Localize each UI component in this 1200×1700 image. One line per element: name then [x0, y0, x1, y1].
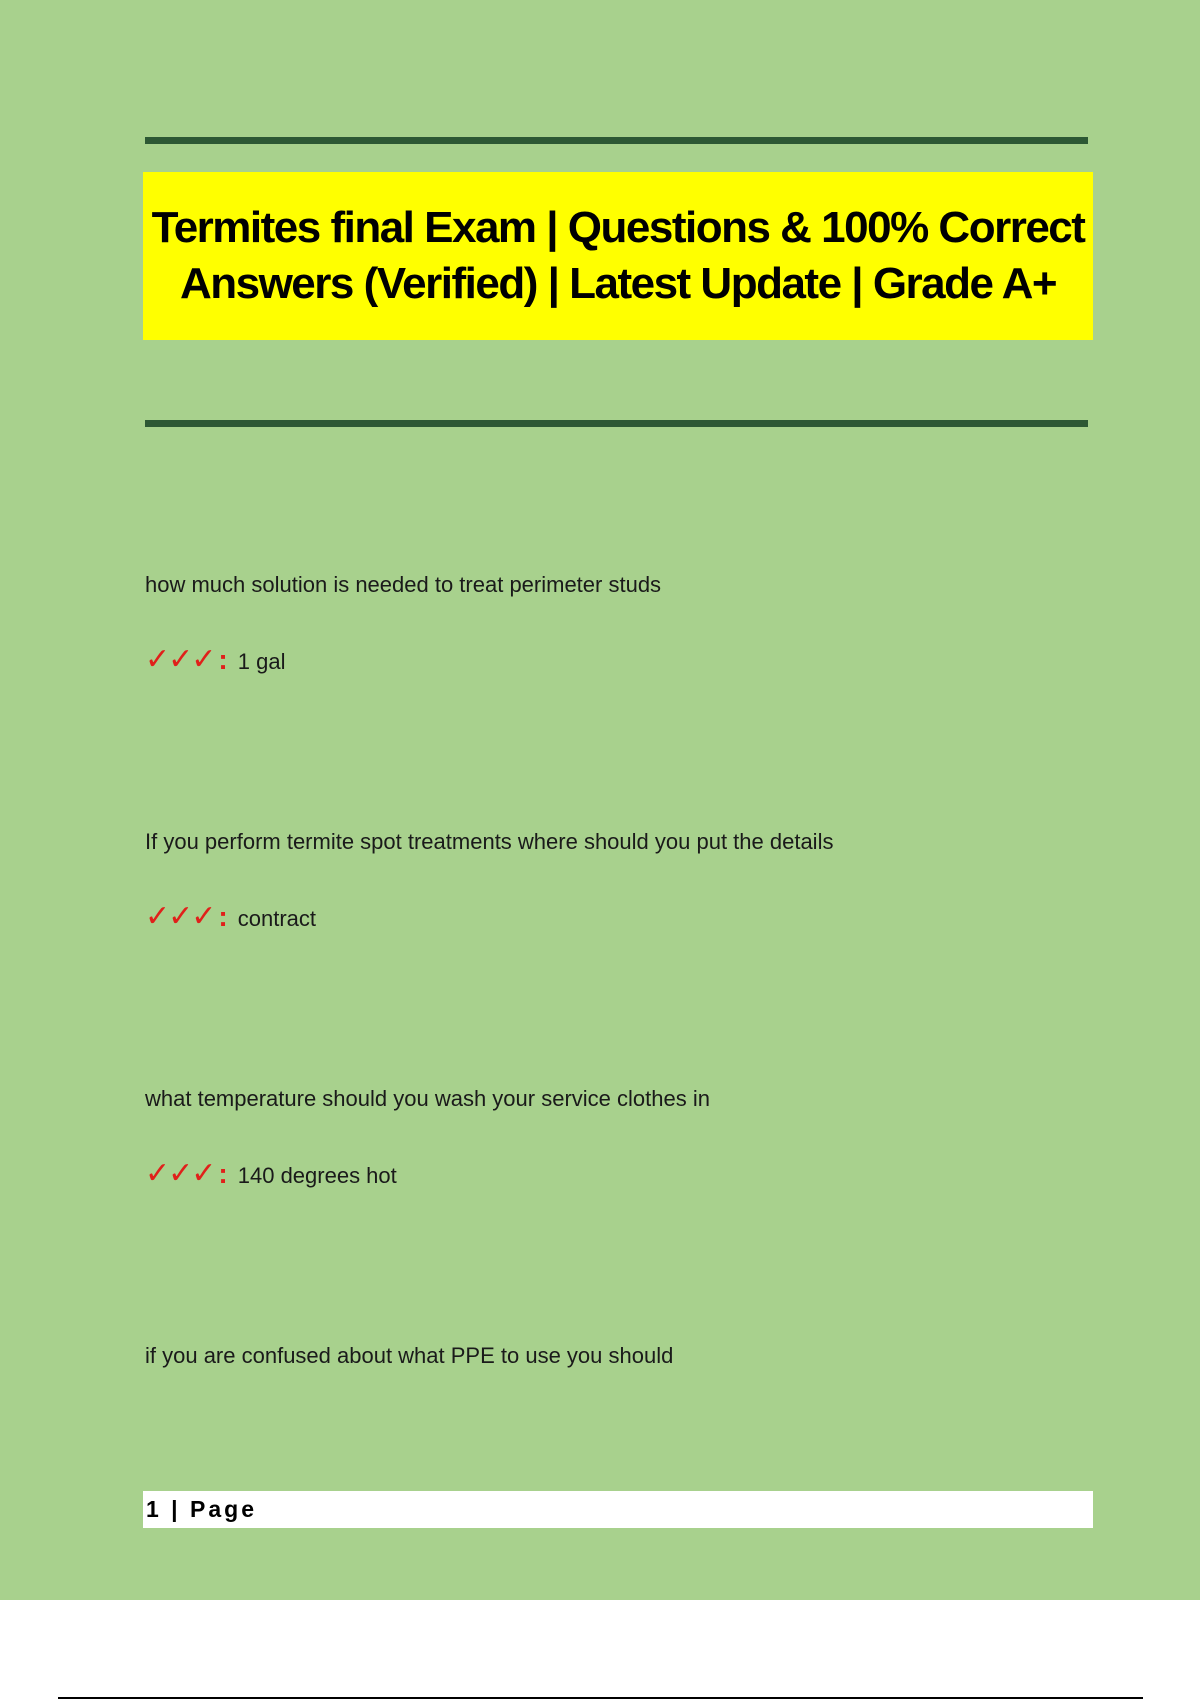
page-footer: [143, 1491, 1093, 1528]
answer-row: [145, 642, 285, 677]
answer-separator: :: [218, 644, 228, 675]
answer-separator: :: [218, 901, 228, 932]
question-text: if you are confused about what PPE to use you should: [145, 1343, 674, 1368]
document-title: Termites final Exam | Questions & 100% Correct Answers (Verified) | Latest Update | Grade A+: [151, 203, 1085, 308]
title-highlight: [143, 172, 1093, 340]
answer-row: [145, 1156, 397, 1191]
answer-separator: :: [218, 1158, 228, 1189]
answer-text: contract: [237, 906, 317, 931]
top-divider: [145, 137, 1088, 144]
page-separator-line: [58, 1697, 1143, 1699]
check-marks-icon: ✓✓✓: [145, 1156, 215, 1191]
answer-text: 140 degrees hot: [237, 1163, 397, 1188]
check-marks-icon: ✓✓✓: [145, 899, 215, 934]
check-marks-icon: ✓✓✓: [145, 642, 215, 677]
question-text: what temperature should you wash your service clothes in: [145, 1086, 710, 1111]
question-text: how much solution is needed to treat perimeter studs: [145, 572, 662, 597]
bottom-divider: [145, 420, 1088, 427]
question-text: If you perform termite spot treatments where should you put the details: [145, 829, 834, 854]
page-number: 1 | Page: [146, 1496, 257, 1522]
answer-text: 1 gal: [237, 649, 286, 674]
answer-row: [145, 899, 316, 934]
